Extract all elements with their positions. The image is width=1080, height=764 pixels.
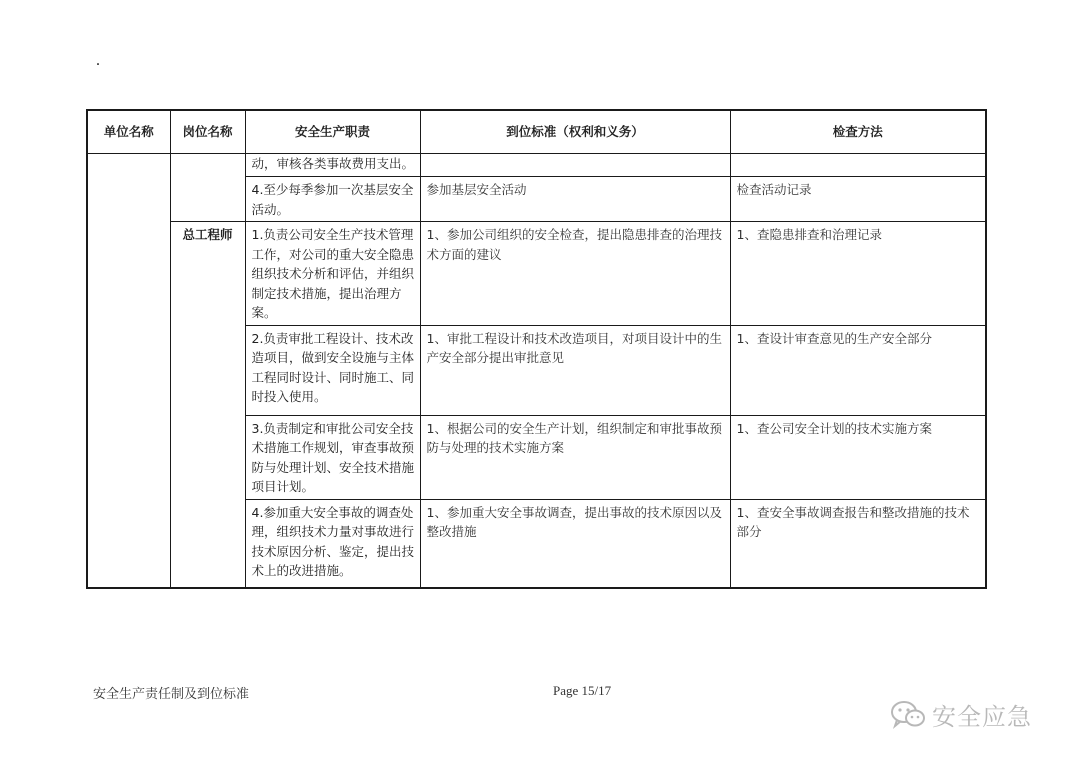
role-cell-chief-engineer: 总工程师 — [170, 222, 245, 589]
responsibility-table — [86, 109, 987, 589]
watermark — [890, 697, 1032, 732]
method-cell: 1、查设计审查意见的生产安全部分 — [730, 325, 986, 415]
duty-cell: 1.负责公司安全生产技术管理工作，对公司的重大安全隐患组织技术分析和评估，并组织制定技术措施，提出治理方案。 — [245, 222, 420, 326]
footer-document-title: 安全生产责任制及到位标准 — [93, 687, 250, 702]
table-row — [87, 222, 986, 326]
standard-cell: 参加基层安全活动 — [420, 177, 730, 222]
method-cell: 1、查公司安全计划的技术实施方案 — [730, 415, 986, 499]
duty-cell: 4.至少每季参加一次基层安全活动。 — [245, 177, 420, 222]
standard-cell: 1、根据公司的安全生产计划，组织制定和审批事故预防与处理的技术实施方案 — [420, 415, 730, 499]
wechat-icon — [890, 700, 926, 730]
table-row — [87, 154, 986, 177]
header-unit-name: 单位名称 — [87, 110, 170, 154]
role-cell-previous — [170, 154, 245, 222]
method-cell: 1、查安全事故调查报告和整改措施的技术部分 — [730, 499, 986, 588]
header-standard: 到位标准（权利和义务） — [420, 110, 730, 154]
duty-cell: 4.参加重大安全事故的调查处理，组织技术力量对事故进行技术原因分析、鉴定，提出技术上的改进措施。 — [245, 499, 420, 588]
method-cell: 检查活动记录 — [730, 177, 986, 222]
table-header-row — [87, 110, 986, 154]
header-check-method: 检查方法 — [730, 110, 986, 154]
method-cell: 1、查隐患排查和治理记录 — [730, 222, 986, 326]
duty-cell: 动，审核各类事故费用支出。 — [245, 154, 420, 177]
duty-cell: 2.负责审批工程设计、技术改造项目，做到安全设施与主体工程同时设计、同时施工、同时投入使用。 — [245, 325, 420, 415]
header-duty: 安全生产职责 — [245, 110, 420, 154]
duty-cell: 3.负责制定和审批公司安全技术措施工作规划，审查事故预防与处理计划、安全技术措施项目计划。 — [245, 415, 420, 499]
footer-page-number: Page 15/17 — [553, 683, 612, 698]
header-role-name: 岗位名称 — [170, 110, 245, 154]
watermark-text: 安全应急 — [932, 703, 1032, 731]
method-cell — [730, 154, 986, 177]
standard-cell — [420, 154, 730, 177]
standard-cell: 1、审批工程设计和技术改造项目，对项目设计中的生产安全部分提出审批意见 — [420, 325, 730, 415]
unit-cell — [87, 154, 170, 589]
standard-cell: 1、参加公司组织的安全检查，提出隐患排查的治理技术方面的建议 — [420, 222, 730, 326]
standard-cell: 1、参加重大安全事故调查，提出事故的技术原因以及整改措施 — [420, 499, 730, 588]
top-mark: . — [96, 52, 100, 69]
